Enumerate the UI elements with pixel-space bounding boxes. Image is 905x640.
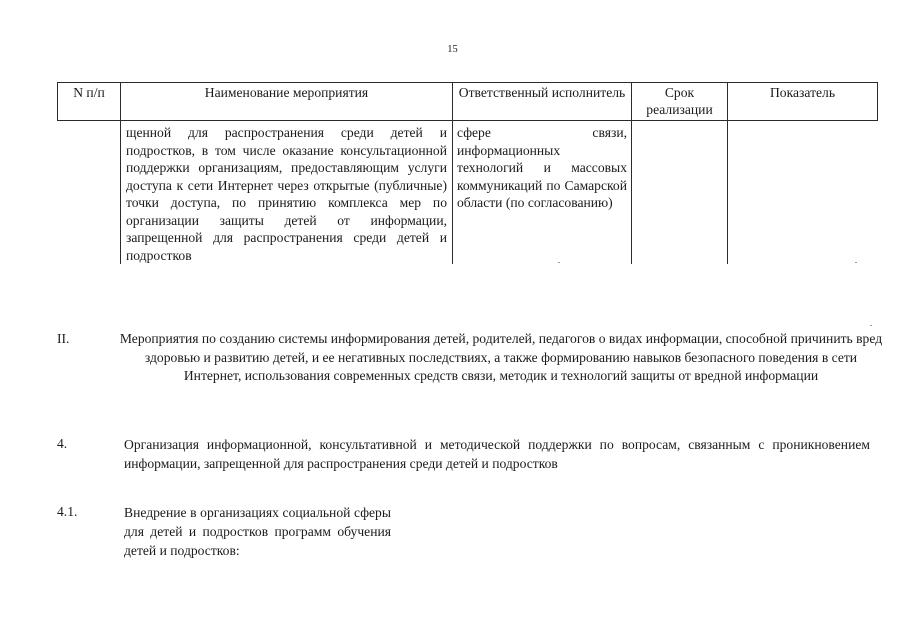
header-indicator: Показатель	[728, 83, 878, 121]
header-name: Наименование мероприятия	[121, 83, 453, 121]
table-row	[58, 121, 878, 265]
page-number: 15	[447, 44, 458, 55]
item-4-number: 4.	[57, 436, 68, 451]
header-number: N п/п	[58, 83, 121, 121]
row-name-cell: щенной для распространения среди детей и подростков, в том числе оказание консультационной поддержки организациям, предоставляющим услуги доступа к сети Интернет через открытые (публичные) точки доступа, по принятию комплекса мер по организации защиты детей от информации, запрещенной для распространения среди детей и подростков	[121, 121, 453, 265]
row-indicator-cell	[728, 121, 878, 265]
header-term: Срок реализации	[632, 83, 728, 121]
scan-speck	[558, 262, 560, 263]
section-2-number: II.	[57, 331, 70, 346]
item-4-text: Организация информационной, консультативной и методической поддержки по вопросам, связанным с проникновением информации, запрещенной для распространения среди детей и подростков	[124, 437, 870, 471]
section-2-title: Мероприятия по созданию системы информирования детей, родителей, педагогов о видах информации, способной причинить вред здоровью и развитию детей, и ее негативных последствиях, а также формированию навыков безопасного поведения в сети Интернет, использования современных средств связи, методик и технологий защиты от вредной информации	[119, 331, 883, 383]
row-responsible-cell: сфере связи, информационных технологий и массовых коммуникаций по Самарской области (по согласованию)	[453, 121, 632, 265]
table-header-row	[58, 83, 878, 121]
header-responsible: Ответственный исполнитель	[453, 83, 632, 121]
measures-table	[57, 82, 878, 264]
item-4-1-text: Внедрение в организациях социальной сферы для детей и подростков программ обучения детей и подростков:	[124, 505, 391, 558]
row-number-cell	[58, 121, 121, 265]
row-term-cell	[632, 121, 728, 265]
item-4-1-number: 4.1.	[57, 504, 78, 519]
table-header	[58, 83, 878, 121]
scan-speck	[870, 325, 872, 326]
scan-speck	[855, 262, 857, 263]
